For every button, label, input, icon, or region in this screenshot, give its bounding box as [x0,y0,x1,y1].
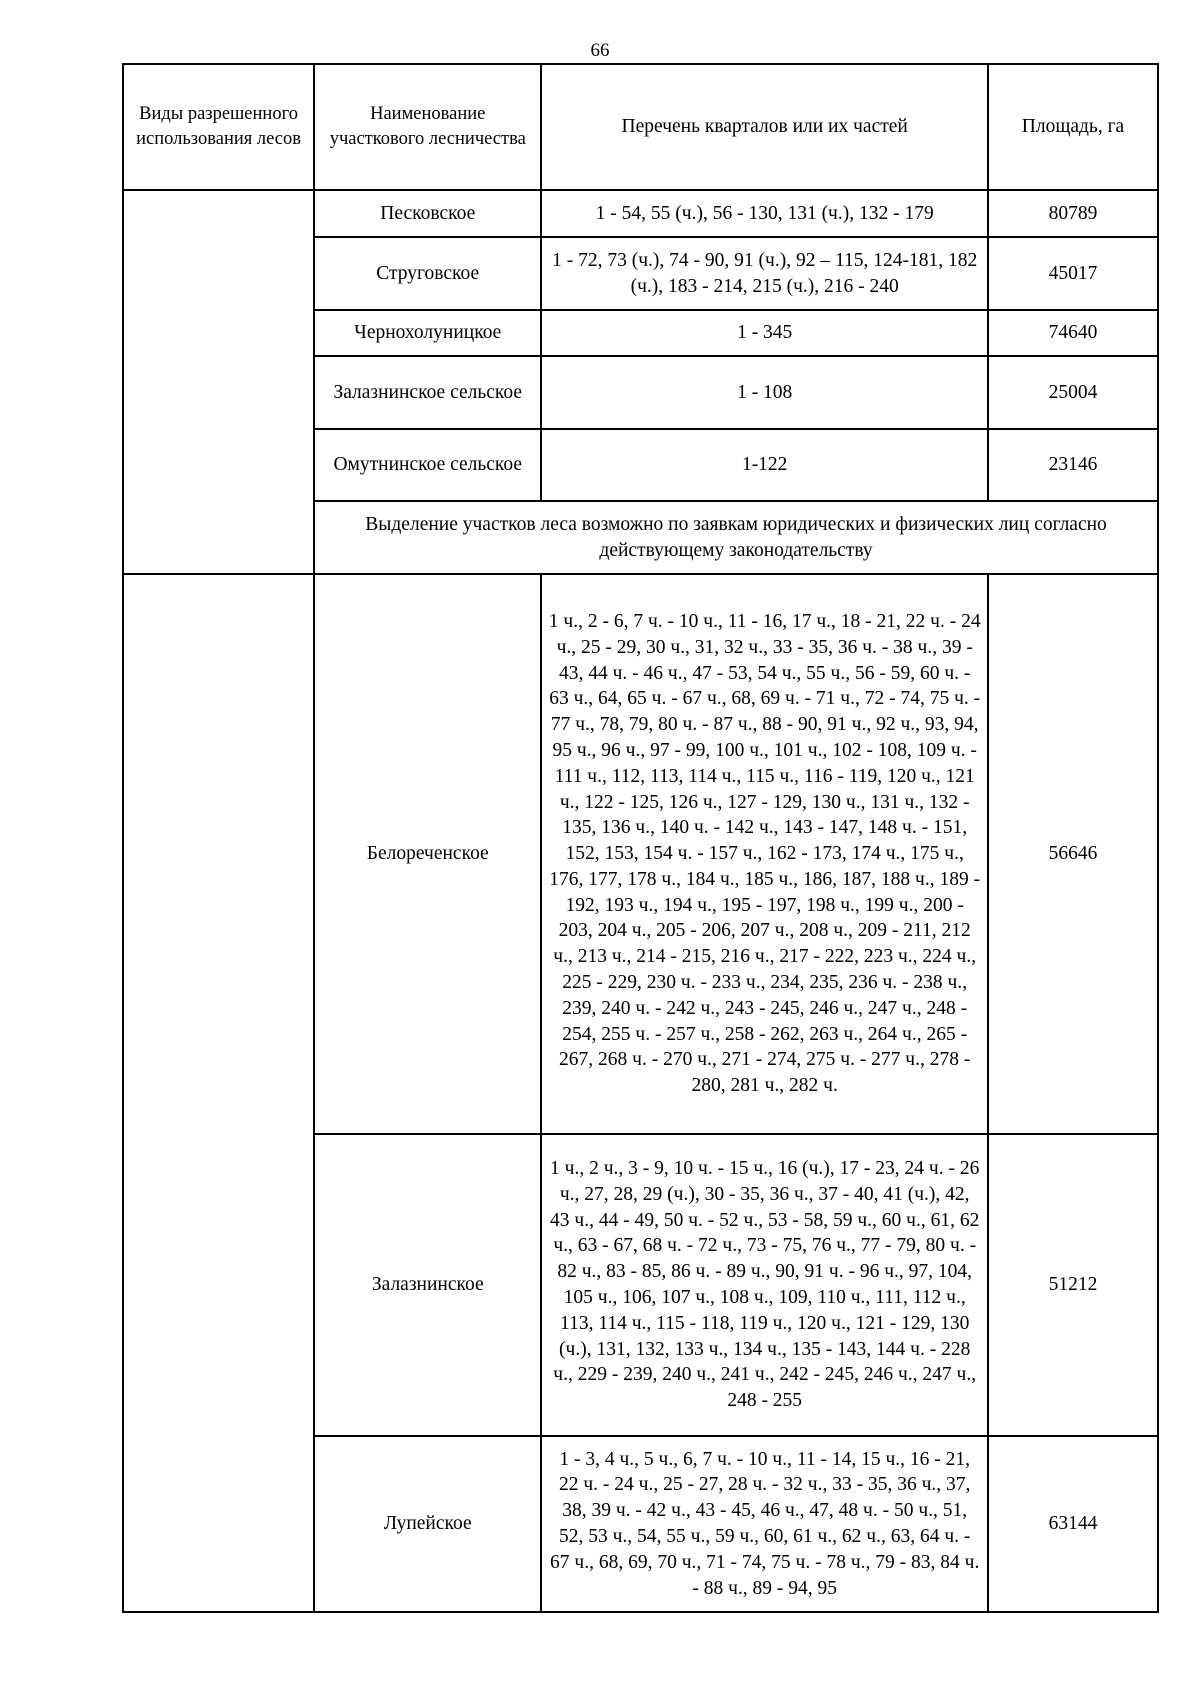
quarters-list: 1 - 108 [541,356,988,429]
header-name: Наименование участкового лесничества [314,64,541,190]
kind-cell-empty [123,190,314,574]
area-value: 51212 [988,1134,1158,1436]
header-kind: Виды разрешенного использования лесов [123,64,314,190]
forestry-name: Белореченское [314,574,541,1134]
area-value: 23146 [988,429,1158,501]
area-value: 63144 [988,1436,1158,1612]
quarters-list: 1 - 72, 73 (ч.), 74 - 90, 91 (ч.), 92 – 115, 124-181, 182 (ч.), 183 - 214, 215 (ч.), 216 - 240 [541,237,988,310]
table-header-row [123,64,1158,190]
area-value: 56646 [988,574,1158,1134]
forestry-name: Залазнинское [314,1134,541,1436]
area-value: 25004 [988,356,1158,429]
forest-use-table [122,63,1159,1613]
area-value: 80789 [988,190,1158,237]
table-row [123,574,1158,1134]
quarters-list: 1 ч., 2 - 6, 7 ч. - 10 ч., 11 - 16, 17 ч., 18 - 21, 22 ч. - 24 ч., 25 - 29, 30 ч., 31, 32 ч., 33 - 35, 36 ч. - 38 ч., 39 - 43, 44 ч. - 46 ч., 47 - 53, 54 ч., 55 ч., 56 - 59, 60 ч. - 63 ч., 64, 65 ч. - 67 ч., 68, 69 ч. - 71 ч., 72 - 74, 75 ч. - 77 ч., 78, 79, 80 ч. - 87 ч., 88 - 90, 91 ч., 92 ч., 93, 94, 95 ч., 96 ч., 97 - 99, 100 ч., 101 ч., 102 - 108, 109 ч. - 111 ч., 112, 113, 114 ч., 115 ч., 116 - 119, 120 ч., 121 ч., 122 - 125, 126 ч., 127 - 129, 130 ч., 131 ч., 132 - 135, 136 ч., 140 ч. - 142 ч., 143 - 147, 148 ч. - 151, 152, 153, 154 ч. - 157 ч., 162 - 173, 174 ч., 175 ч., 176, 177, 178 ч., 184 ч., 185 ч., 186, 187, 188 ч., 189 - 192, 193 ч., 194 ч., 195 - 197, 198 ч., 199 ч., 200 - 203, 204 ч., 205 - 206, 207 ч., 208 ч., 209 - 211, 212 ч., 213 ч., 214 - 215, 216 ч., 217 - 222, 223 ч., 224 ч., 225 - 229, 230 ч. - 233 ч., 234, 235, 236 ч. - 238 ч., 239, 240 ч. - 242 ч., 243 - 245, 246 ч., 247 ч., 248 - 254, 255 ч. - 257 ч., 258 - 262, 263 ч., 264 ч., 265 - 267, 268 ч. - 270 ч., 271 - 274, 275 ч. - 277 ч., 278 - 280, 281 ч., 282 ч. [541,574,988,1134]
area-value: 74640 [988,310,1158,356]
forestry-name: Омутнинское сельское [314,429,541,501]
quarters-list: 1-122 [541,429,988,501]
forestry-name: Песковское [314,190,541,237]
note-text: Выделение участков леса возможно по заявкам юридических и физических лиц согласно действующему законодательству [314,501,1158,574]
area-value: 45017 [988,237,1158,310]
kind-cell-empty [123,574,314,1612]
forestry-name: Струговское [314,237,541,310]
page-number: 66 [590,40,610,61]
forestry-name: Чернохолуницкое [314,310,541,356]
forestry-name: Лупейское [314,1436,541,1612]
header-quarters: Перечень кварталов или их частей [541,64,988,190]
quarters-list: 1 - 54, 55 (ч.), 56 - 130, 131 (ч.), 132 - 179 [541,190,988,237]
forestry-name: Залазнинское сельское [314,356,541,429]
quarters-list: 1 - 345 [541,310,988,356]
quarters-list: 1 - 3, 4 ч., 5 ч., 6, 7 ч. - 10 ч., 11 - 14, 15 ч., 16 - 21, 22 ч. - 24 ч., 25 - 27, 28 ч. - 32 ч., 33 - 35, 36 ч., 37, 38, 39 ч. - 42 ч., 43 - 45, 46 ч., 47, 48 ч. - 50 ч., 51, 52, 53 ч., 54, 55 ч., 59 ч., 60, 61 ч., 62 ч., 63, 64 ч. - 67 ч., 68, 69, 70 ч., 71 - 74, 75 ч. - 78 ч., 79 - 83, 84 ч. - 88 ч., 89 - 94, 95 [541,1436,988,1612]
header-area: Площадь, га [988,64,1158,190]
quarters-list: 1 ч., 2 ч., 3 - 9, 10 ч. - 15 ч., 16 (ч.), 17 - 23, 24 ч. - 26 ч., 27, 28, 29 (ч.), 30 - 35, 36 ч., 37 - 40, 41 (ч.), 42, 43 ч., 44 - 49, 50 ч. - 52 ч., 53 - 58, 59 ч., 60 ч., 61, 62 ч., 63 - 67, 68 ч. - 72 ч., 73 - 75, 76 ч., 77 - 79, 80 ч. - 82 ч., 83 - 85, 86 ч. - 89 ч., 90, 91 ч. - 96 ч., 97, 104, 105 ч., 106, 107 ч., 108 ч., 109, 110 ч., 111, 112 ч., 113, 114 ч., 115 - 118, 119 ч., 120 ч., 121 - 129, 130 (ч.), 131, 132, 133 ч., 134 ч., 135 - 143, 144 ч. - 228 ч., 229 - 239, 240 ч., 241 ч., 242 - 245, 246 ч., 247 ч., 248 - 255 [541,1134,988,1436]
table-row [123,190,1158,237]
